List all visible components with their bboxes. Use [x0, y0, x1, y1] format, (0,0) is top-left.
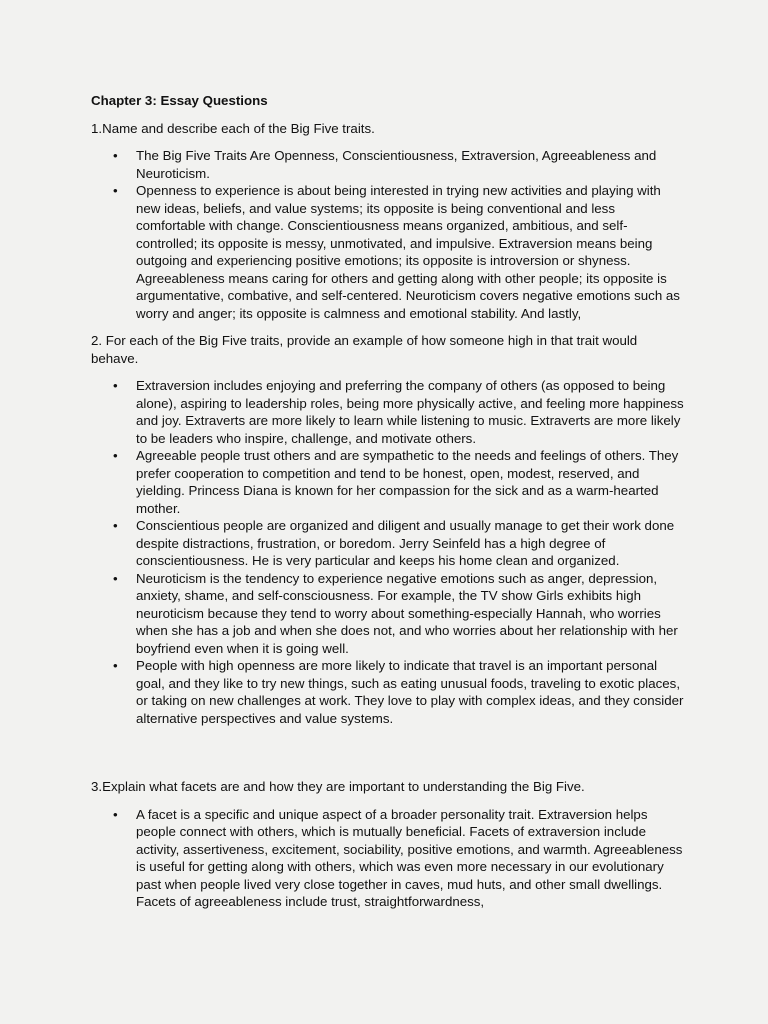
answer-text: Neuroticism is the tendency to experience negative emotions such as anger, depression, anxiety, shame, and self-consciousness. For example, the TV show Girls exhibits high neuroticism because they tend to worry about something-especially Hannah, who worries when she has a job and when she does not, and who worries about her relationship with her boyfriend even when it is going well. — [136, 570, 678, 656]
list-item — [91, 657, 688, 727]
question-3-prompt: 3.Explain what facets are and how they are important to understanding the Big Five. — [91, 779, 585, 794]
section-spacer — [91, 737, 688, 778]
bullet-icon: • — [113, 183, 118, 198]
bullet-icon: • — [113, 148, 118, 163]
question-1-answers — [91, 147, 688, 322]
question-2-answers — [91, 377, 688, 727]
answer-text: A facet is a specific and unique aspect of a broader personality trait. Extraversion helps people connect with others, which is mutually beneficial. Facets of extraversion include activity, assertiveness, excitement, sociability, positive emotions, and warmth. Agreeableness is useful for getting along with others, which was even more necessary in our evolutionary past when people lived very close together in caves, mud huts, and other small dwellings. Facets of agreeableness include trust, straightforwardness, — [136, 806, 683, 909]
list-item — [91, 147, 688, 182]
answer-text: Extraversion includes enjoying and preferring the company of others (as opposed to being alone), aspiring to leadership roles, being more physically active, and feeling more happiness and joy. Extraverts are more likely to learn while listening to music. Extraverts are more likely to be leaders who inspire, challenge, and motivate others. — [136, 378, 684, 446]
list-item — [91, 517, 688, 570]
bullet-icon: • — [113, 448, 118, 463]
answer-text: People with high openness are more likely to indicate that travel is an important personal goal, and they like to try new things, such as eating unusual foods, traveling to exotic places, or taking on new challenges at work. They love to play with complex ideas, and they consider alternative perspectives and value systems. — [136, 658, 684, 726]
question-3-answers — [91, 806, 688, 911]
list-item — [91, 447, 688, 517]
list-item — [91, 182, 688, 322]
list-item — [91, 806, 688, 911]
bullet-icon: • — [113, 378, 118, 393]
bullet-icon: • — [113, 806, 118, 822]
list-item — [91, 570, 688, 658]
answer-text: Agreeable people trust others and are sympathetic to the needs and feelings of others. They prefer cooperation to competition and tend to be honest, open, modest, reserved, and yielding. Princess Diana is known for her compassion for the sick and as a warm-hearted mother. — [136, 448, 679, 516]
bullet-icon: • — [113, 518, 118, 533]
question-2-prompt: 2. For each of the Big Five traits, provide an example of how someone high in that trait would behave. — [91, 333, 638, 366]
chapter-title: Chapter 3: Essay Questions — [91, 93, 268, 108]
bullet-icon: • — [113, 658, 118, 673]
answer-text: Openness to experience is about being interested in trying new activities and playing with new ideas, beliefs, and value systems; its opposite is being conventional and less comfortable with change. Conscientiousness means organized, ambitious, and self-controlled; its opposite is messy, unmotivated, and impulsive. Extraversion means being outgoing and experiencing positive emotions; its opposite is introversion or shyness. Agreeableness means caring for others and getting along with other people; its opposite is argumentative, combative, and self-centered. Neuroticism covers negative emotions such as worry and anger; its opposite is calmness and emotional stability. And lastly, — [136, 183, 680, 321]
answer-text: The Big Five Traits Are Openness, Conscientiousness, Extraversion, Agreeableness and Neuroticism. — [136, 148, 657, 181]
answer-text: Conscientious people are organized and diligent and usually manage to get their work done despite distractions, frustration, or boredom. Jerry Seinfeld has a high degree of conscientiousness. He is very particular and keeps his home clean and organized. — [136, 518, 675, 568]
list-item — [91, 377, 688, 447]
bullet-icon: • — [113, 570, 118, 586]
question-1-prompt: 1.Name and describe each of the Big Five traits. — [91, 120, 375, 136]
